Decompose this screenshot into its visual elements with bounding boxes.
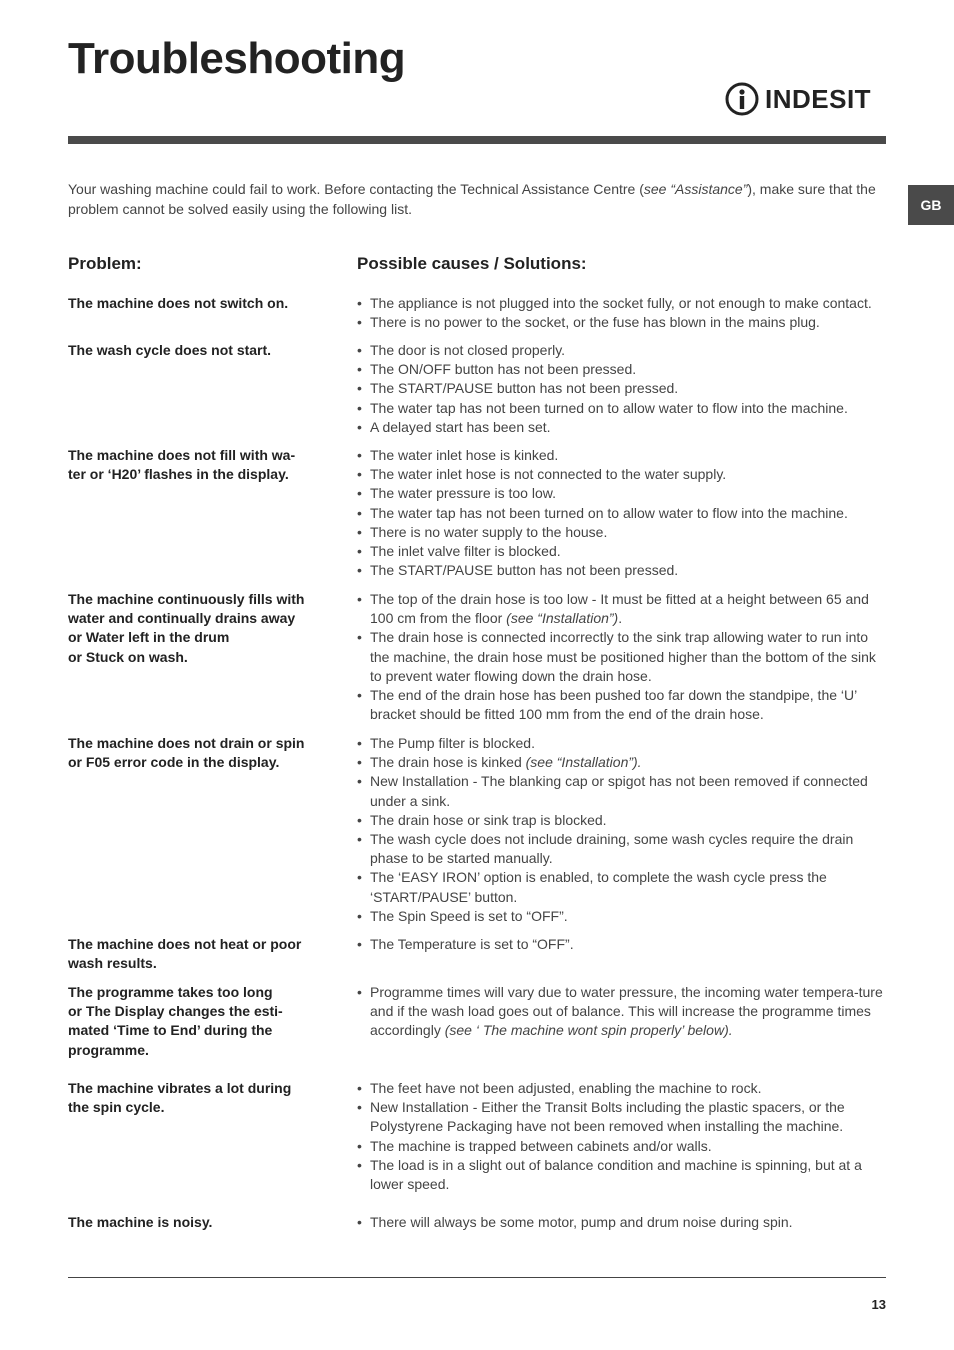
problem-text: The wash cycle does not start. bbox=[68, 342, 272, 358]
solution-text: The ON/OFF button has not been pressed. bbox=[370, 361, 637, 378]
solution-reference: (see ‘ The machine wont spin properly’ below). bbox=[444, 1022, 733, 1039]
solution-item bbox=[357, 907, 887, 926]
intro-text-before: Your washing machine could fail to work. Before contacting the Technical Assistance Centre ( bbox=[68, 181, 644, 197]
solution-text: The START/PAUSE button has not been pressed. bbox=[370, 562, 679, 579]
problem-text: The machine does not drain or spin or F05 error code in the display. bbox=[68, 735, 305, 771]
problem-text: The machine is noisy. bbox=[68, 1214, 213, 1230]
solution-item bbox=[357, 341, 887, 360]
header-rule bbox=[68, 136, 886, 144]
problem-text: The machine does not heat or poor wash results. bbox=[68, 936, 302, 972]
solution-text: The water tap has not been turned on to allow water to flow into the machine. bbox=[370, 504, 848, 521]
solution-text: The door is not closed properly. bbox=[370, 342, 566, 358]
solution-item bbox=[357, 1156, 887, 1194]
problem-text: The machine vibrates a lot during the spin cycle. bbox=[68, 1080, 292, 1116]
solution-item bbox=[357, 811, 887, 830]
solution-text: The ‘EASY IRON’ option is enabled, to complete the wash cycle press the ‘START/PAUSE’ button. bbox=[370, 869, 827, 905]
solution-item bbox=[357, 772, 887, 810]
solution-text: The water pressure is too low. bbox=[370, 485, 556, 502]
solution-text: New Installation - Either the Transit Bolts including the plastic spacers, or the Polystyrene Packaging have not been removed when installing the machine. bbox=[370, 1099, 845, 1135]
solution-item bbox=[357, 561, 887, 580]
solution-list bbox=[357, 294, 887, 332]
solution-item bbox=[357, 465, 887, 484]
solution-reference: (see “Installation”). bbox=[525, 754, 642, 771]
problem-text: The programme takes too long or The Display changes the esti- mated ‘Time to End’ during the programme. bbox=[68, 984, 283, 1058]
solution-item bbox=[357, 935, 887, 954]
solution-text: A delayed start has been set. bbox=[370, 418, 551, 435]
solution-text: The machine is trapped between cabinets and/or walls. bbox=[370, 1137, 712, 1154]
problem-text: The machine does not switch on. bbox=[68, 295, 289, 311]
solution-item bbox=[357, 1098, 887, 1136]
solution-text: The drain hose is kinked bbox=[370, 754, 526, 771]
solution-text: The inlet valve filter is blocked. bbox=[370, 543, 561, 560]
solution-item bbox=[357, 1137, 887, 1156]
page-title: Troubleshooting bbox=[68, 34, 406, 83]
solution-item bbox=[357, 360, 887, 379]
solution-item bbox=[357, 313, 887, 332]
solution-item bbox=[357, 868, 887, 906]
intro-text-italic: see “Assistance” bbox=[643, 181, 748, 197]
solution-text: The feet have not been adjusted, enabling the machine to rock. bbox=[370, 1080, 762, 1096]
solution-text: The Pump filter is blocked. bbox=[370, 735, 535, 751]
page-number: 13 bbox=[871, 1297, 886, 1312]
solution-item bbox=[357, 753, 887, 772]
solution-item bbox=[357, 542, 887, 561]
solution-text: The wash cycle does not include draining, some wash cycles require the drain phase to be started manually. bbox=[370, 831, 854, 867]
solution-item bbox=[357, 1213, 887, 1232]
solution-list bbox=[357, 734, 887, 926]
solution-text: The end of the drain hose has been pushed too far down the standpipe, the ‘U’ bracket should be fitted 100 mm from the end of the drain hose. bbox=[370, 687, 857, 723]
solution-item bbox=[357, 523, 887, 542]
solution-item bbox=[357, 418, 887, 437]
language-tab bbox=[908, 185, 954, 225]
solution-text: There is no power to the socket, or the fuse has blown in the mains plug. bbox=[370, 314, 820, 331]
problem-text: The machine continuously fills with water and continually drains away or Water left in the drum or Stuck on wash. bbox=[68, 591, 305, 665]
solution-text: Programme times will vary due to water pressure, the incoming water tempera-ture and if the wash load goes out of balance. This will increase the programme times accordingly bbox=[370, 984, 883, 1039]
solution-item bbox=[357, 484, 887, 503]
solution-text: The Temperature is set to “OFF”. bbox=[370, 936, 574, 952]
solution-text: There will always be some motor, pump and drum noise during spin. bbox=[370, 1214, 793, 1230]
intro-text-after: ), make sure that the problem cannot be solved easily using the following list. bbox=[68, 181, 876, 217]
solution-list bbox=[357, 935, 887, 954]
solution-text: The top of the drain hose is too low - It must be fitted at a height between 65 and 100 cm from the floor bbox=[370, 591, 869, 627]
brand-name: INDESIT bbox=[765, 83, 872, 114]
solution-item bbox=[357, 734, 887, 753]
solution-text: The START/PAUSE button has not been pressed. bbox=[370, 380, 679, 397]
language-tab-label: GB bbox=[920, 197, 942, 213]
solution-item bbox=[357, 1079, 887, 1098]
solution-list bbox=[357, 341, 887, 437]
solution-reference: (see “Installation”) bbox=[506, 610, 619, 627]
problem-text: The machine does not fill with wa- ter or ‘H20’ flashes in the display. bbox=[68, 447, 296, 483]
solution-text: The water inlet hose is not connected to the water supply. bbox=[370, 466, 727, 483]
problem-column-heading: Problem: bbox=[68, 254, 142, 273]
solution-text: The load is in a slight out of balance condition and machine is spinning, but at a lower speed. bbox=[370, 1156, 862, 1193]
solution-item bbox=[357, 628, 887, 686]
solution-list bbox=[357, 590, 887, 724]
footer-rule bbox=[68, 1277, 886, 1278]
solution-text: The Spin Speed is set to “OFF”. bbox=[370, 907, 568, 924]
causes-column-heading: Possible causes / Solutions: bbox=[357, 254, 587, 273]
solution-item bbox=[357, 590, 887, 628]
solution-text: The drain hose is connected incorrectly to the sink trap allowing water to run into the machine, the drain hose must be positioned higher than the bottom of the sink to prevent water flowing down the drain hose. bbox=[370, 629, 876, 684]
solution-item bbox=[357, 686, 887, 724]
solution-item bbox=[357, 294, 887, 313]
solution-text: New Installation - The blanking cap or spigot has not been removed if connected under a sink. bbox=[370, 773, 868, 809]
solution-list bbox=[357, 1079, 887, 1194]
solution-item bbox=[357, 446, 887, 465]
solution-list bbox=[357, 446, 887, 580]
solution-text: The water tap has not been turned on to allow water to flow into the machine. bbox=[370, 399, 848, 416]
solution-text: The water inlet hose is kinked. bbox=[370, 447, 559, 463]
brand-logo bbox=[725, 82, 871, 116]
solution-item bbox=[357, 379, 887, 398]
solution-item bbox=[357, 830, 887, 868]
brand-logo-icon bbox=[725, 82, 759, 116]
solution-item bbox=[357, 983, 887, 1041]
solution-list bbox=[357, 1213, 887, 1232]
solution-item bbox=[357, 504, 887, 523]
solution-text: The drain hose or sink trap is blocked. bbox=[370, 811, 607, 828]
solution-list bbox=[357, 983, 887, 1041]
solution-text: The appliance is not plugged into the socket fully, or not enough to make contact. bbox=[370, 295, 872, 311]
solution-text-after: . bbox=[618, 610, 623, 627]
solution-text: There is no water supply to the house. bbox=[370, 523, 608, 540]
intro-paragraph bbox=[68, 179, 878, 219]
solution-item bbox=[357, 399, 887, 418]
